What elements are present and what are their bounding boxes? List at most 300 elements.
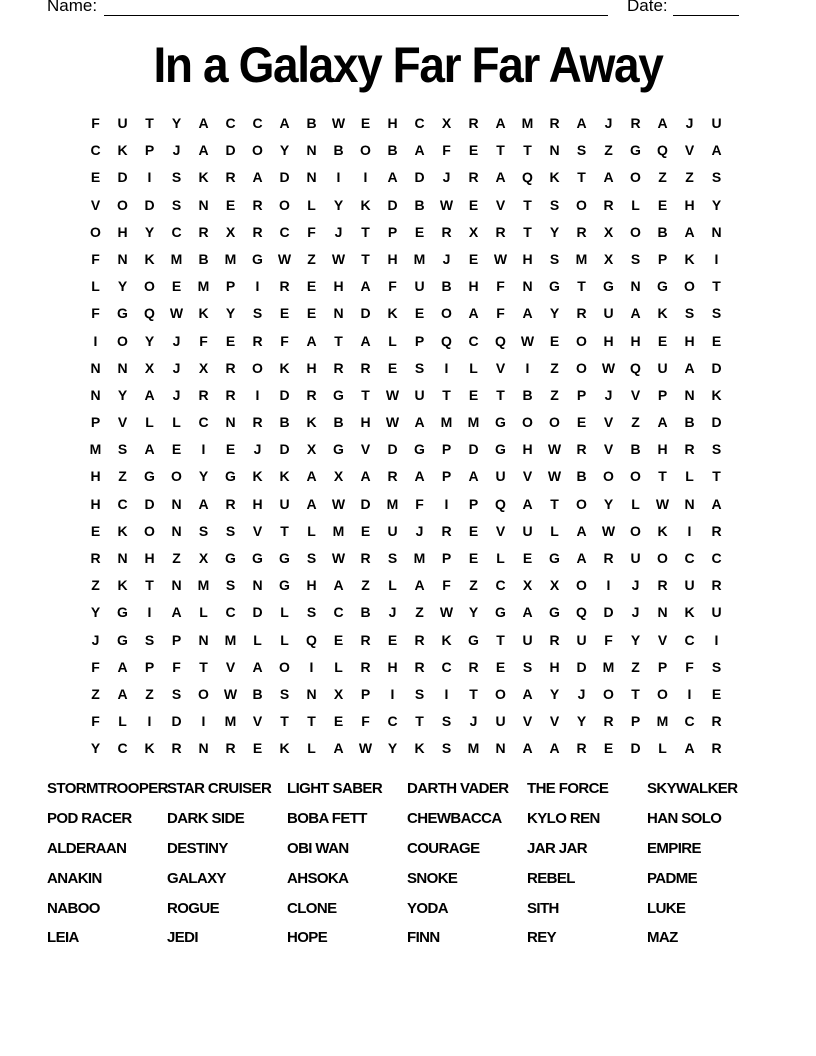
grid-letter[interactable]: C bbox=[495, 577, 506, 594]
grid-letter[interactable]: E bbox=[711, 685, 722, 702]
grid-letter[interactable]: P bbox=[657, 250, 668, 267]
grid-letter[interactable]: Q bbox=[441, 332, 452, 349]
grid-letter[interactable]: C bbox=[252, 115, 263, 131]
grid-letter[interactable]: O bbox=[576, 495, 587, 512]
grid-letter[interactable]: P bbox=[171, 631, 182, 648]
grid-letter[interactable]: K bbox=[657, 305, 668, 322]
grid-letter[interactable]: M bbox=[197, 577, 210, 594]
grid-letter[interactable]: A bbox=[306, 468, 317, 485]
grid-letter[interactable]: C bbox=[468, 332, 479, 349]
grid-letter[interactable]: O bbox=[441, 305, 452, 322]
grid-letter[interactable]: S bbox=[711, 658, 722, 675]
grid-letter[interactable]: R bbox=[414, 658, 425, 675]
grid-letter[interactable]: B bbox=[198, 250, 209, 267]
grid-letter[interactable]: T bbox=[280, 713, 289, 730]
grid-letter[interactable]: V bbox=[495, 359, 506, 376]
grid-letter[interactable]: O bbox=[117, 196, 128, 213]
grid-letter[interactable]: M bbox=[575, 250, 588, 267]
grid-letter[interactable]: O bbox=[279, 658, 290, 675]
grid-letter[interactable]: P bbox=[387, 223, 398, 240]
grid-letter[interactable]: D bbox=[576, 658, 587, 675]
grid-letter[interactable]: Y bbox=[171, 115, 182, 131]
grid-letter[interactable]: F bbox=[415, 495, 424, 512]
grid-letter[interactable]: S bbox=[576, 142, 587, 159]
grid-letter[interactable]: L bbox=[388, 577, 397, 594]
grid-letter[interactable]: D bbox=[144, 495, 155, 512]
grid-letter[interactable]: E bbox=[468, 550, 479, 566]
grid-letter[interactable]: R bbox=[225, 359, 236, 376]
grid-letter[interactable]: A bbox=[522, 685, 533, 702]
grid-letter[interactable]: E bbox=[225, 196, 236, 213]
grid-letter[interactable]: E bbox=[225, 332, 236, 349]
grid-letter[interactable]: P bbox=[630, 713, 641, 730]
grid-letter[interactable]: T bbox=[577, 278, 586, 295]
grid-letter[interactable]: V bbox=[117, 414, 128, 431]
grid-letter[interactable]: W bbox=[601, 522, 616, 539]
grid-letter[interactable]: I bbox=[201, 441, 206, 458]
grid-letter[interactable]: R bbox=[225, 495, 236, 512]
grid-letter[interactable]: N bbox=[171, 495, 182, 512]
grid-letter[interactable]: C bbox=[117, 740, 128, 757]
grid-letter[interactable]: E bbox=[549, 332, 560, 349]
grid-letter[interactable]: H bbox=[684, 332, 695, 349]
grid-letter[interactable]: X bbox=[333, 468, 344, 485]
grid-letter[interactable]: M bbox=[440, 414, 453, 431]
grid-letter[interactable]: Q bbox=[495, 332, 506, 349]
grid-letter[interactable]: F bbox=[442, 577, 451, 594]
grid-letter[interactable]: V bbox=[549, 713, 560, 730]
grid-letter[interactable]: I bbox=[606, 577, 611, 594]
grid-letter[interactable]: U bbox=[414, 278, 425, 295]
grid-letter[interactable]: A bbox=[522, 740, 533, 757]
grid-letter[interactable]: L bbox=[172, 414, 181, 431]
grid-letter[interactable]: L bbox=[685, 468, 694, 485]
grid-letter[interactable]: A bbox=[306, 332, 317, 349]
grid-letter[interactable]: Q bbox=[495, 495, 506, 512]
grid-letter[interactable]: H bbox=[684, 196, 695, 213]
grid-letter[interactable]: D bbox=[468, 441, 479, 458]
grid-letter[interactable]: D bbox=[279, 169, 290, 186]
grid-letter[interactable]: O bbox=[576, 332, 587, 349]
grid-letter[interactable]: L bbox=[307, 522, 316, 539]
grid-letter[interactable]: A bbox=[252, 169, 263, 186]
grid-letter[interactable]: A bbox=[576, 115, 587, 131]
grid-letter[interactable]: Y bbox=[630, 631, 641, 648]
grid-letter[interactable]: A bbox=[171, 604, 182, 621]
grid-letter[interactable]: R bbox=[576, 441, 587, 458]
grid-letter[interactable]: T bbox=[496, 386, 505, 403]
grid-letter[interactable]: R bbox=[711, 577, 722, 594]
grid-letter[interactable]: R bbox=[711, 713, 722, 730]
grid-letter[interactable]: T bbox=[199, 658, 208, 675]
grid-letter[interactable]: T bbox=[496, 631, 505, 648]
grid-letter[interactable]: W bbox=[385, 414, 400, 431]
grid-letter[interactable]: T bbox=[496, 142, 505, 159]
grid-letter[interactable]: T bbox=[145, 115, 154, 131]
grid-letter[interactable]: E bbox=[171, 441, 182, 458]
grid-letter[interactable]: S bbox=[279, 685, 290, 702]
grid-letter[interactable]: K bbox=[549, 169, 560, 186]
grid-letter[interactable]: J bbox=[469, 713, 478, 730]
grid-letter[interactable]: O bbox=[171, 468, 182, 485]
grid-letter[interactable]: O bbox=[360, 142, 371, 159]
grid-letter[interactable]: M bbox=[413, 550, 426, 566]
grid-letter[interactable]: G bbox=[549, 550, 560, 566]
grid-letter[interactable]: P bbox=[225, 278, 236, 295]
grid-letter[interactable]: L bbox=[280, 604, 289, 621]
grid-letter[interactable]: F bbox=[91, 658, 100, 675]
grid-letter[interactable]: T bbox=[523, 223, 532, 240]
grid-letter[interactable]: A bbox=[549, 740, 560, 757]
grid-letter[interactable]: Y bbox=[549, 685, 560, 702]
grid-letter[interactable]: F bbox=[307, 223, 316, 240]
grid-letter[interactable]: I bbox=[147, 169, 152, 186]
grid-letter[interactable]: A bbox=[414, 142, 425, 159]
grid-letter[interactable]: M bbox=[332, 522, 345, 539]
grid-letter[interactable]: I bbox=[336, 169, 341, 186]
grid-letter[interactable]: W bbox=[331, 550, 346, 566]
grid-letter[interactable]: X bbox=[333, 685, 344, 702]
grid-letter[interactable]: G bbox=[657, 278, 668, 295]
grid-letter[interactable]: K bbox=[441, 631, 452, 648]
grid-letter[interactable]: O bbox=[657, 685, 668, 702]
grid-letter[interactable]: P bbox=[576, 386, 587, 403]
grid-letter[interactable]: A bbox=[117, 685, 128, 702]
grid-letter[interactable]: Y bbox=[279, 142, 290, 159]
grid-letter[interactable]: A bbox=[576, 522, 587, 539]
grid-letter[interactable]: M bbox=[386, 495, 399, 512]
grid-letter[interactable]: A bbox=[414, 468, 425, 485]
grid-letter[interactable]: A bbox=[684, 223, 695, 240]
grid-letter[interactable]: A bbox=[711, 142, 722, 159]
grid-letter[interactable]: B bbox=[684, 414, 695, 431]
grid-letter[interactable]: Y bbox=[333, 196, 344, 213]
grid-letter[interactable]: H bbox=[252, 495, 263, 512]
grid-letter[interactable]: G bbox=[495, 414, 506, 431]
grid-letter[interactable]: X bbox=[549, 577, 560, 594]
grid-letter[interactable]: N bbox=[171, 577, 182, 594]
grid-letter[interactable]: O bbox=[549, 414, 560, 431]
grid-letter[interactable]: A bbox=[144, 386, 155, 403]
grid-letter[interactable]: X bbox=[603, 250, 614, 267]
grid-letter[interactable]: H bbox=[549, 658, 560, 675]
grid-letter[interactable]: U bbox=[711, 115, 722, 131]
grid-letter[interactable]: X bbox=[198, 550, 209, 566]
grid-letter[interactable]: D bbox=[387, 196, 398, 213]
grid-letter[interactable]: I bbox=[714, 250, 719, 267]
grid-letter[interactable]: N bbox=[90, 359, 101, 376]
grid-letter[interactable]: B bbox=[279, 414, 290, 431]
grid-letter[interactable]: G bbox=[603, 278, 614, 295]
grid-letter[interactable]: M bbox=[170, 250, 183, 267]
grid-letter[interactable]: E bbox=[252, 740, 263, 757]
grid-letter[interactable]: K bbox=[657, 522, 668, 539]
grid-letter[interactable]: O bbox=[252, 142, 263, 159]
grid-letter[interactable]: T bbox=[361, 250, 370, 267]
grid-letter[interactable]: L bbox=[550, 522, 559, 539]
grid-letter[interactable]: F bbox=[172, 658, 181, 675]
grid-letter[interactable]: U bbox=[387, 522, 398, 539]
grid-letter[interactable]: P bbox=[414, 332, 425, 349]
grid-letter[interactable]: R bbox=[252, 332, 263, 349]
grid-letter[interactable]: A bbox=[603, 169, 614, 186]
grid-letter[interactable]: A bbox=[198, 115, 209, 131]
grid-letter[interactable]: C bbox=[441, 658, 452, 675]
grid-letter[interactable]: J bbox=[577, 685, 586, 702]
grid-letter[interactable]: P bbox=[657, 658, 668, 675]
grid-letter[interactable]: M bbox=[521, 115, 534, 131]
grid-letter[interactable]: K bbox=[117, 142, 128, 159]
grid-letter[interactable]: B bbox=[387, 142, 398, 159]
date-field-line[interactable] bbox=[673, 15, 739, 16]
grid-letter[interactable]: T bbox=[712, 468, 721, 485]
grid-letter[interactable]: K bbox=[684, 604, 695, 621]
grid-letter[interactable]: I bbox=[147, 713, 152, 730]
grid-letter[interactable]: M bbox=[224, 631, 237, 648]
grid-letter[interactable]: N bbox=[711, 223, 722, 240]
grid-letter[interactable]: E bbox=[360, 522, 371, 539]
grid-letter[interactable]: E bbox=[414, 223, 425, 240]
grid-letter[interactable]: B bbox=[576, 468, 587, 485]
grid-letter[interactable]: S bbox=[522, 658, 533, 675]
grid-letter[interactable]: N bbox=[333, 305, 344, 322]
grid-letter[interactable]: U bbox=[522, 631, 533, 648]
grid-letter[interactable]: O bbox=[576, 577, 587, 594]
grid-letter[interactable]: P bbox=[144, 142, 155, 159]
grid-letter[interactable]: Q bbox=[522, 169, 533, 186]
grid-letter[interactable]: O bbox=[495, 685, 506, 702]
grid-letter[interactable]: L bbox=[388, 332, 397, 349]
grid-letter[interactable]: E bbox=[360, 115, 371, 131]
grid-letter[interactable]: U bbox=[495, 713, 506, 730]
grid-letter[interactable]: V bbox=[495, 196, 506, 213]
grid-letter[interactable]: Z bbox=[685, 169, 694, 186]
grid-letter[interactable]: C bbox=[90, 142, 101, 159]
grid-letter[interactable]: B bbox=[252, 685, 263, 702]
grid-letter[interactable]: L bbox=[253, 631, 262, 648]
grid-letter[interactable]: D bbox=[630, 740, 641, 757]
grid-letter[interactable]: J bbox=[172, 332, 181, 349]
grid-letter[interactable]: G bbox=[549, 604, 560, 621]
grid-letter[interactable]: Q bbox=[144, 305, 155, 322]
grid-letter[interactable]: R bbox=[171, 740, 182, 757]
grid-letter[interactable]: J bbox=[442, 250, 451, 267]
grid-letter[interactable]: K bbox=[144, 250, 155, 267]
grid-letter[interactable]: C bbox=[279, 223, 290, 240]
grid-letter[interactable]: E bbox=[657, 196, 668, 213]
grid-letter[interactable]: A bbox=[144, 441, 155, 458]
grid-letter[interactable]: N bbox=[117, 359, 128, 376]
grid-letter[interactable]: C bbox=[171, 223, 182, 240]
grid-letter[interactable]: T bbox=[307, 713, 316, 730]
grid-letter[interactable]: B bbox=[441, 278, 452, 295]
grid-letter[interactable]: Q bbox=[630, 359, 641, 376]
grid-letter[interactable]: Z bbox=[469, 577, 478, 594]
grid-letter[interactable]: J bbox=[91, 631, 100, 648]
grid-letter[interactable]: Y bbox=[549, 223, 560, 240]
grid-letter[interactable]: A bbox=[522, 305, 533, 322]
grid-letter[interactable]: V bbox=[684, 142, 695, 159]
grid-letter[interactable]: U bbox=[603, 305, 614, 322]
grid-letter[interactable]: M bbox=[224, 250, 237, 267]
grid-letter[interactable]: O bbox=[144, 522, 155, 539]
grid-letter[interactable]: O bbox=[117, 332, 128, 349]
grid-letter[interactable]: E bbox=[279, 305, 290, 322]
grid-letter[interactable]: A bbox=[198, 495, 209, 512]
grid-letter[interactable]: R bbox=[360, 550, 371, 566]
grid-letter[interactable]: P bbox=[360, 685, 371, 702]
grid-letter[interactable]: A bbox=[522, 495, 533, 512]
grid-letter[interactable]: D bbox=[225, 142, 236, 159]
grid-letter[interactable]: R bbox=[252, 414, 263, 431]
grid-letter[interactable]: E bbox=[333, 713, 344, 730]
grid-letter[interactable]: W bbox=[223, 685, 238, 702]
grid-letter[interactable]: Y bbox=[468, 604, 479, 621]
grid-letter[interactable]: G bbox=[495, 441, 506, 458]
grid-letter[interactable]: R bbox=[549, 631, 560, 648]
grid-letter[interactable]: R bbox=[441, 522, 452, 539]
grid-letter[interactable]: U bbox=[657, 359, 668, 376]
grid-letter[interactable]: R bbox=[360, 631, 371, 648]
grid-letter[interactable]: E bbox=[495, 658, 506, 675]
grid-letter[interactable]: B bbox=[414, 196, 425, 213]
grid-letter[interactable]: T bbox=[523, 142, 532, 159]
grid-letter[interactable]: D bbox=[279, 386, 290, 403]
grid-letter[interactable]: A bbox=[279, 115, 290, 131]
grid-letter[interactable]: A bbox=[468, 468, 479, 485]
grid-letter[interactable]: U bbox=[522, 522, 533, 539]
grid-letter[interactable]: J bbox=[172, 386, 181, 403]
grid-letter[interactable]: S bbox=[414, 685, 425, 702]
grid-letter[interactable]: H bbox=[657, 441, 668, 458]
grid-letter[interactable]: H bbox=[144, 550, 155, 566]
grid-letter[interactable]: P bbox=[144, 658, 155, 675]
grid-letter[interactable]: I bbox=[93, 332, 98, 349]
grid-letter[interactable]: L bbox=[199, 604, 208, 621]
grid-letter[interactable]: C bbox=[333, 604, 344, 621]
grid-letter[interactable]: O bbox=[603, 468, 614, 485]
grid-letter[interactable]: R bbox=[441, 223, 452, 240]
grid-letter[interactable]: S bbox=[306, 604, 317, 621]
grid-letter[interactable]: X bbox=[198, 359, 209, 376]
grid-letter[interactable]: E bbox=[171, 278, 182, 295]
grid-letter[interactable]: I bbox=[687, 685, 692, 702]
grid-letter[interactable]: V bbox=[495, 522, 506, 539]
grid-letter[interactable]: Y bbox=[90, 604, 101, 621]
grid-letter[interactable]: O bbox=[144, 278, 155, 295]
grid-letter[interactable]: F bbox=[280, 332, 289, 349]
grid-letter[interactable]: G bbox=[333, 441, 344, 458]
grid-letter[interactable]: R bbox=[657, 577, 668, 594]
grid-letter[interactable]: O bbox=[522, 414, 533, 431]
grid-letter[interactable]: R bbox=[468, 169, 479, 186]
grid-letter[interactable]: I bbox=[309, 658, 314, 675]
grid-letter[interactable]: K bbox=[198, 169, 209, 186]
grid-letter[interactable]: G bbox=[144, 468, 155, 485]
grid-letter[interactable]: H bbox=[522, 441, 533, 458]
grid-letter[interactable]: X bbox=[603, 223, 614, 240]
grid-letter[interactable]: W bbox=[520, 332, 535, 349]
grid-letter[interactable]: V bbox=[225, 658, 236, 675]
grid-letter[interactable]: I bbox=[363, 169, 368, 186]
grid-letter[interactable]: S bbox=[549, 250, 560, 267]
grid-letter[interactable]: G bbox=[630, 142, 641, 159]
grid-letter[interactable]: E bbox=[387, 631, 398, 648]
grid-letter[interactable]: L bbox=[280, 631, 289, 648]
grid-letter[interactable]: Y bbox=[144, 223, 155, 240]
grid-letter[interactable]: E bbox=[522, 550, 533, 566]
grid-letter[interactable]: I bbox=[390, 685, 395, 702]
grid-letter[interactable]: D bbox=[387, 441, 398, 458]
grid-letter[interactable]: D bbox=[711, 414, 722, 431]
grid-letter[interactable]: E bbox=[90, 522, 101, 539]
grid-letter[interactable]: G bbox=[279, 577, 290, 594]
grid-letter[interactable]: V bbox=[360, 441, 371, 458]
grid-letter[interactable]: O bbox=[198, 685, 209, 702]
grid-letter[interactable]: O bbox=[630, 223, 641, 240]
grid-letter[interactable]: W bbox=[331, 495, 346, 512]
grid-letter[interactable]: P bbox=[90, 414, 101, 431]
grid-letter[interactable]: I bbox=[525, 359, 530, 376]
grid-letter[interactable]: R bbox=[90, 550, 101, 566]
grid-letter[interactable]: N bbox=[90, 386, 101, 403]
grid-letter[interactable]: F bbox=[685, 658, 694, 675]
grid-letter[interactable]: S bbox=[441, 713, 452, 730]
grid-letter[interactable]: G bbox=[468, 631, 479, 648]
grid-letter[interactable]: W bbox=[547, 468, 562, 485]
grid-letter[interactable]: R bbox=[306, 386, 317, 403]
grid-letter[interactable]: E bbox=[333, 631, 344, 648]
grid-letter[interactable]: I bbox=[147, 604, 152, 621]
grid-letter[interactable]: Z bbox=[658, 169, 667, 186]
grid-letter[interactable]: J bbox=[334, 223, 343, 240]
grid-letter[interactable]: O bbox=[252, 359, 263, 376]
grid-letter[interactable]: Z bbox=[118, 468, 127, 485]
grid-letter[interactable]: Q bbox=[657, 142, 668, 159]
grid-letter[interactable]: L bbox=[496, 550, 505, 566]
grid-letter[interactable]: W bbox=[655, 495, 670, 512]
grid-letter[interactable]: T bbox=[280, 522, 289, 539]
grid-letter[interactable]: H bbox=[387, 658, 398, 675]
grid-letter[interactable]: A bbox=[684, 359, 695, 376]
grid-letter[interactable]: Y bbox=[198, 468, 209, 485]
grid-letter[interactable]: X bbox=[522, 577, 533, 594]
grid-letter[interactable]: C bbox=[684, 713, 695, 730]
grid-letter[interactable]: L bbox=[145, 414, 154, 431]
grid-letter[interactable]: G bbox=[414, 441, 425, 458]
grid-letter[interactable]: O bbox=[630, 522, 641, 539]
grid-letter[interactable]: E bbox=[468, 142, 479, 159]
grid-letter[interactable]: N bbox=[252, 577, 263, 594]
grid-letter[interactable]: E bbox=[90, 169, 101, 186]
grid-letter[interactable]: Z bbox=[172, 550, 181, 566]
grid-letter[interactable]: V bbox=[522, 468, 533, 485]
grid-letter[interactable]: J bbox=[253, 441, 262, 458]
grid-letter[interactable]: S bbox=[198, 522, 209, 539]
grid-letter[interactable]: R bbox=[549, 115, 560, 131]
grid-letter[interactable]: K bbox=[198, 305, 209, 322]
grid-letter[interactable]: J bbox=[415, 522, 424, 539]
grid-letter[interactable]: X bbox=[306, 441, 317, 458]
grid-letter[interactable]: N bbox=[117, 250, 128, 267]
grid-letter[interactable]: N bbox=[306, 685, 317, 702]
grid-letter[interactable]: I bbox=[444, 495, 449, 512]
grid-letter[interactable]: G bbox=[333, 386, 344, 403]
grid-letter[interactable]: N bbox=[549, 142, 560, 159]
grid-letter[interactable]: R bbox=[198, 223, 209, 240]
grid-letter[interactable]: R bbox=[576, 740, 587, 757]
grid-letter[interactable]: S bbox=[171, 196, 182, 213]
